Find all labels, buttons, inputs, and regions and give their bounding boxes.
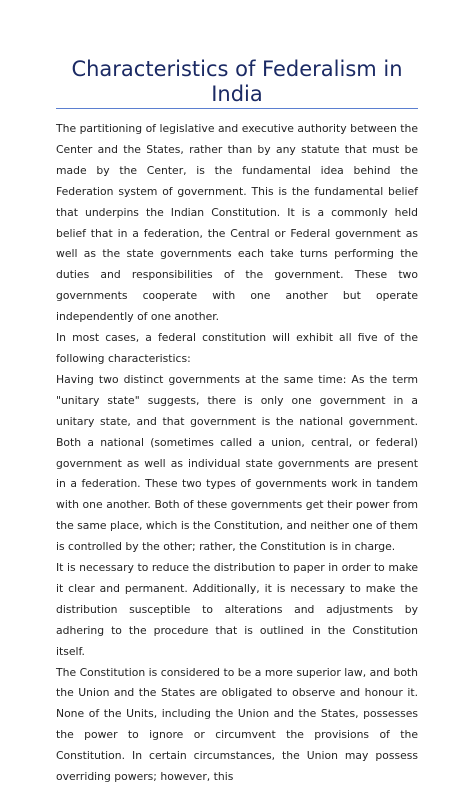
paragraph-dual-government: Having two distinct governments at the same time: As the term "unitary state" suggests, there is only one government in a unitary state, and that government is the national government. Both a national (sometimes called a union, central, or federal) government as well as individual state governments are present in a federation. These two types of governments work in tandem with one another. Both of these governments get their power from the same place, which is the Constitution, and neither one of them is controlled by the other; rather, the Constitution is in charge. xyxy=(56,372,418,554)
paragraph-federation-intro: The partitioning of legislative and executive authority between the Center and the States, rather than by any statute that must be made by the Center, is the fundamental idea behind the Federation system of government. This is the fundamental belief that underpins the Indian Constitution. It is a commonly held belief that in a federation, the Central or Federal government as well as the state governments each take turns performing the duties and responsibilities of the government. These two governments cooperate with one another but operate independently of one another. xyxy=(56,122,418,324)
title-underline xyxy=(56,108,418,109)
paragraph-written-distribution: It is necessary to reduce the distribution to paper in order to make it clear and permanent. Additionally, it is necessary to make the distribution susceptible to alterations and adjustments by adhering to the procedure that is outlined in the Constitution itself. xyxy=(56,561,418,658)
document-title: Characteristics of Federalism in India xyxy=(71,57,403,106)
document-body xyxy=(56,119,418,788)
paragraph-supremacy: The Constitution is considered to be a more superior law, and both the Union and the States are obligated to observe and honour it. None of the Units, including the Union and the States, possesses the power to ignore or circumvent the provisions of the Constitution. In certain circumstances, the Union may possess overriding powers; however, this xyxy=(56,665,418,784)
paragraph-characteristics-intro: In most cases, a federal constitution will exhibit all five of the following characteristics: xyxy=(56,331,418,365)
